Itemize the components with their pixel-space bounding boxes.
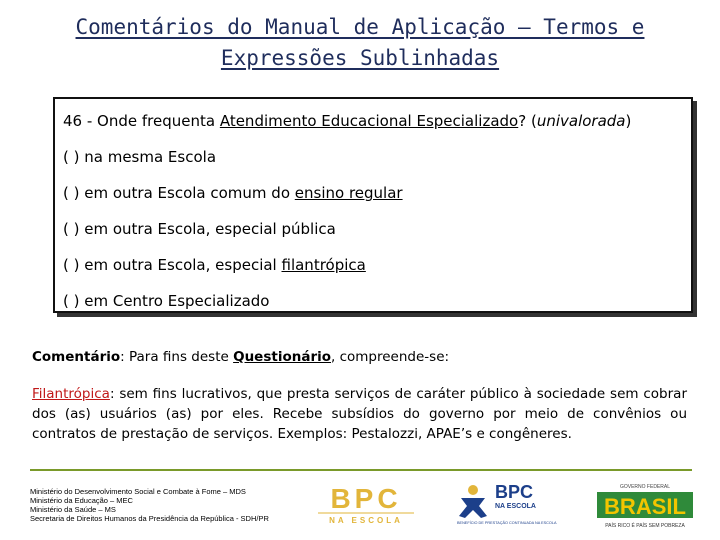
bpc-logo2-text: BPC bbox=[495, 482, 534, 502]
page-title bbox=[0, 12, 720, 74]
question-close: ) bbox=[625, 112, 632, 130]
footer-ministries bbox=[30, 487, 269, 523]
option-same-school: ( ) na mesma Escola bbox=[63, 148, 217, 166]
figure-body-icon bbox=[459, 498, 487, 518]
bpc-logo-text: BPC bbox=[330, 483, 402, 514]
option-philanthropic bbox=[63, 251, 683, 287]
question-box bbox=[53, 97, 693, 313]
footer-line-sdh: Secretaria de Direitos Humanos da Presidência da República - SDH/PR bbox=[30, 514, 269, 523]
option-philanthropic-underlined: filantrópica bbox=[281, 256, 366, 274]
bpc-benefit-logo bbox=[455, 480, 575, 528]
question-underlined-term: Atendimento Educacional Especializado bbox=[219, 112, 519, 130]
footer-line-ms: Ministério da Saúde – MS bbox=[30, 505, 116, 514]
option-regular-underlined: ensino regular bbox=[294, 184, 403, 202]
footer-divider bbox=[30, 469, 692, 471]
option-public-special: ( ) em outra Escola, especial pública bbox=[63, 220, 336, 238]
footer-line-mds: Ministério do Desenvolvimento Social e Combate à Fome – MDS bbox=[30, 487, 246, 496]
title-line-2: Expressões Sublinhadas bbox=[220, 46, 500, 70]
option-regular-school bbox=[63, 179, 683, 215]
governo-federal-brasil-logo bbox=[595, 480, 695, 530]
comment-questionnaire: Questionário bbox=[233, 349, 332, 365]
bpc-na-escola-logo bbox=[314, 482, 418, 526]
option-specialized-center: ( ) em Centro Especializado bbox=[63, 292, 270, 310]
bpc-logo-subtext: NA ESCOLA bbox=[329, 516, 403, 525]
question-type: univalorada bbox=[536, 112, 626, 130]
comment-label: Comentário bbox=[32, 349, 121, 365]
comment-text-1: : Para fins deste bbox=[120, 349, 234, 365]
bpc-logo2-subtext: NA ESCOLA bbox=[495, 503, 536, 510]
definition-text: : sem fins lucrativos, que presta serviços de caráter público à sociedade sem cobrar dos (as) usuários (as) por eles. Recebe subsídios do governo por meio de convênios ou contratos de prestação de serviços. Exemplos: Pestalozzi, APAE’s e congêneres. bbox=[32, 386, 687, 442]
question-suffix: ? ( bbox=[518, 112, 537, 130]
option-regular-text: ( ) em outra Escola comum do bbox=[63, 184, 295, 202]
comment-line bbox=[32, 349, 688, 365]
question-text bbox=[63, 107, 683, 143]
definition-term: Filantrópica bbox=[32, 386, 110, 402]
figure-head-icon bbox=[468, 485, 478, 495]
title-line-1: Comentários do Manual de Aplicação – Termos e bbox=[75, 15, 645, 39]
comment-text-2: , compreende-se: bbox=[331, 349, 450, 365]
option-philanthropic-text: ( ) em outra Escola, especial bbox=[63, 256, 282, 274]
bpc-logo2-tagline: BENEFÍCIO DE PRESTAÇÃO CONTINUADA NA ESCOLA bbox=[457, 521, 557, 525]
definition-paragraph bbox=[32, 384, 687, 444]
brasil-wordmark: BRASIL bbox=[604, 494, 686, 519]
gov-slogan: PAÍS RICO É PAÍS SEM POBREZA bbox=[605, 523, 685, 529]
gov-top-text: GOVERNO FEDERAL bbox=[619, 484, 671, 490]
question-prefix: 46 - Onde frequenta bbox=[63, 112, 220, 130]
footer-line-mec: Ministério da Educação – MEC bbox=[30, 496, 133, 505]
